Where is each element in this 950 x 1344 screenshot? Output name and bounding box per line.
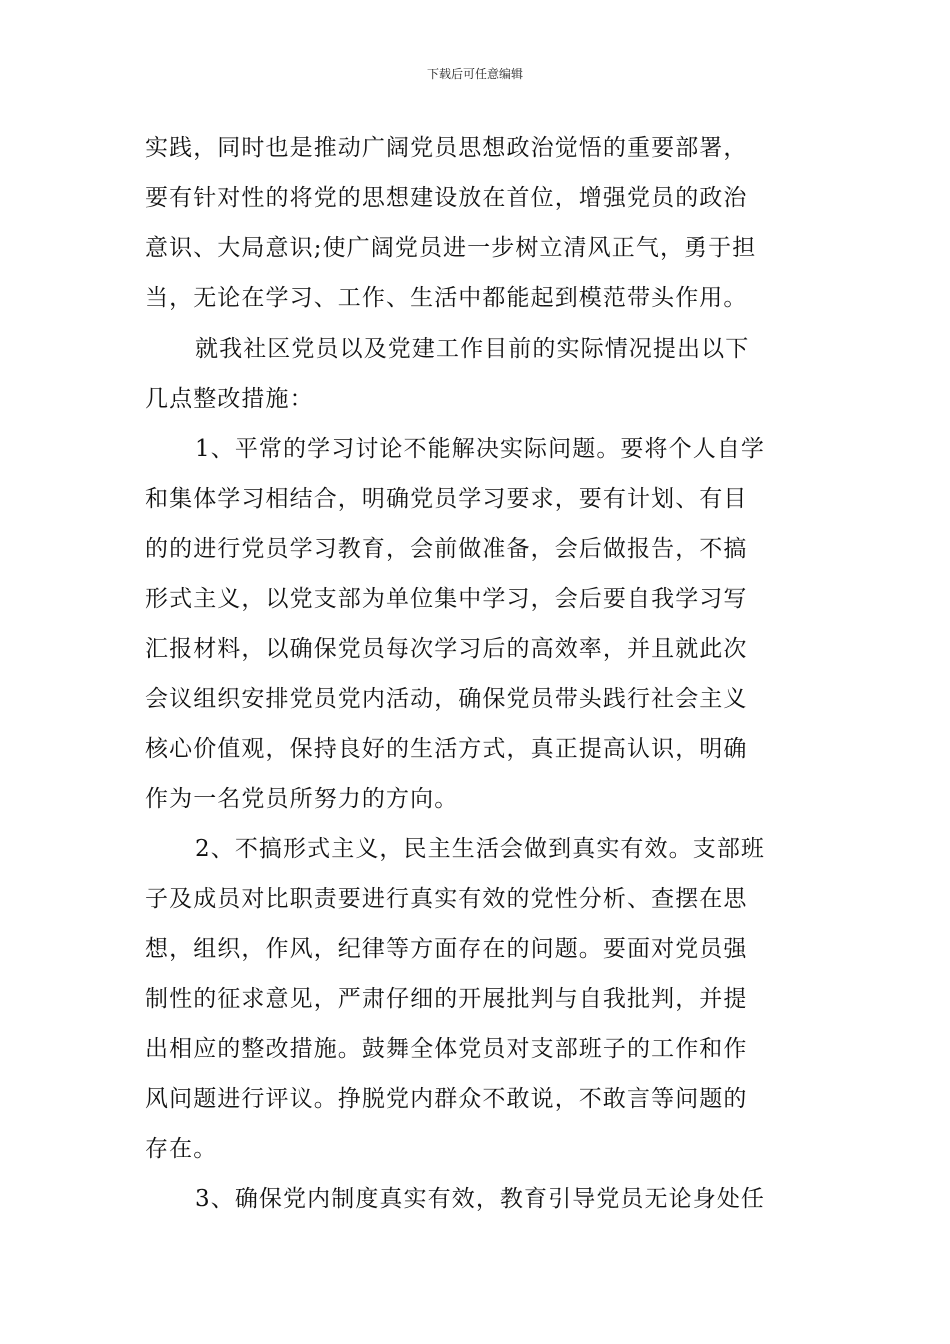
text-line: 出相应的整改措施。鼓舞全体党员对支部班子的工作和作 bbox=[145, 1036, 748, 1062]
text-line: 子及成员对比职责要进行真实有效的党性分析、查摆在思 bbox=[145, 886, 748, 912]
text-line: 核心价值观，保持良好的生活方式，真正提高认识，明确 bbox=[145, 736, 748, 762]
text-line: 想，组织，作风，纪律等方面存在的问题。要面对党员强 bbox=[145, 936, 748, 962]
text-line: 实践，同时也是推动广阔党员思想政治觉悟的重要部署， bbox=[145, 135, 748, 161]
text-line: 汇报材料，以确保党员每次学习后的高效率，并且就此次 bbox=[145, 636, 748, 662]
text-line: 制性的征求意见，严肃仔细的开展批判与自我批判，并提 bbox=[145, 986, 748, 1012]
text-line: 要有针对性的将党的思想建设放在首位，增强党员的政治 bbox=[145, 185, 748, 211]
text-line: 会议组织安排党员党内活动，确保党员带头践行社会主义 bbox=[145, 686, 748, 712]
text-line: 风问题进行评议。挣脱党内群众不敢说，不敢言等问题的 bbox=[145, 1086, 748, 1112]
text-line: 作为一名党员所努力的方向。 bbox=[145, 786, 459, 812]
text-line: 形式主义，以党支部为单位集中学习，会后要自我学习写 bbox=[145, 586, 748, 612]
paragraph-first-line: 就我社区党员以及党建工作目前的实际情况提出以下 bbox=[195, 336, 750, 362]
text-line: 存在。 bbox=[145, 1136, 218, 1162]
paragraph-first-line: 3、确保党内制度真实有效，教育引导党员无论身处任 bbox=[195, 1186, 766, 1212]
paragraph-first-line: 1、平常的学习讨论不能解决实际问题。要将个人自学 bbox=[195, 436, 766, 462]
paragraph-first-line: 2、不搞形式主义，民主生活会做到真实有效。支部班 bbox=[195, 836, 766, 862]
text-line: 的的进行党员学习教育，会前做准备，会后做报告，不搞 bbox=[145, 536, 748, 562]
text-line: 和集体学习相结合，明确党员学习要求，要有计划、有目 bbox=[145, 486, 748, 512]
page-header: 下载后可任意编辑 bbox=[426, 67, 523, 81]
text-line: 当，无论在学习、工作、生活中都能起到模范带头作用。 bbox=[145, 285, 748, 311]
text-line: 意识、大局意识;使广阔党员进一步树立清风正气，勇于担 bbox=[145, 235, 757, 261]
text-line: 几点整改措施： bbox=[145, 386, 314, 412]
